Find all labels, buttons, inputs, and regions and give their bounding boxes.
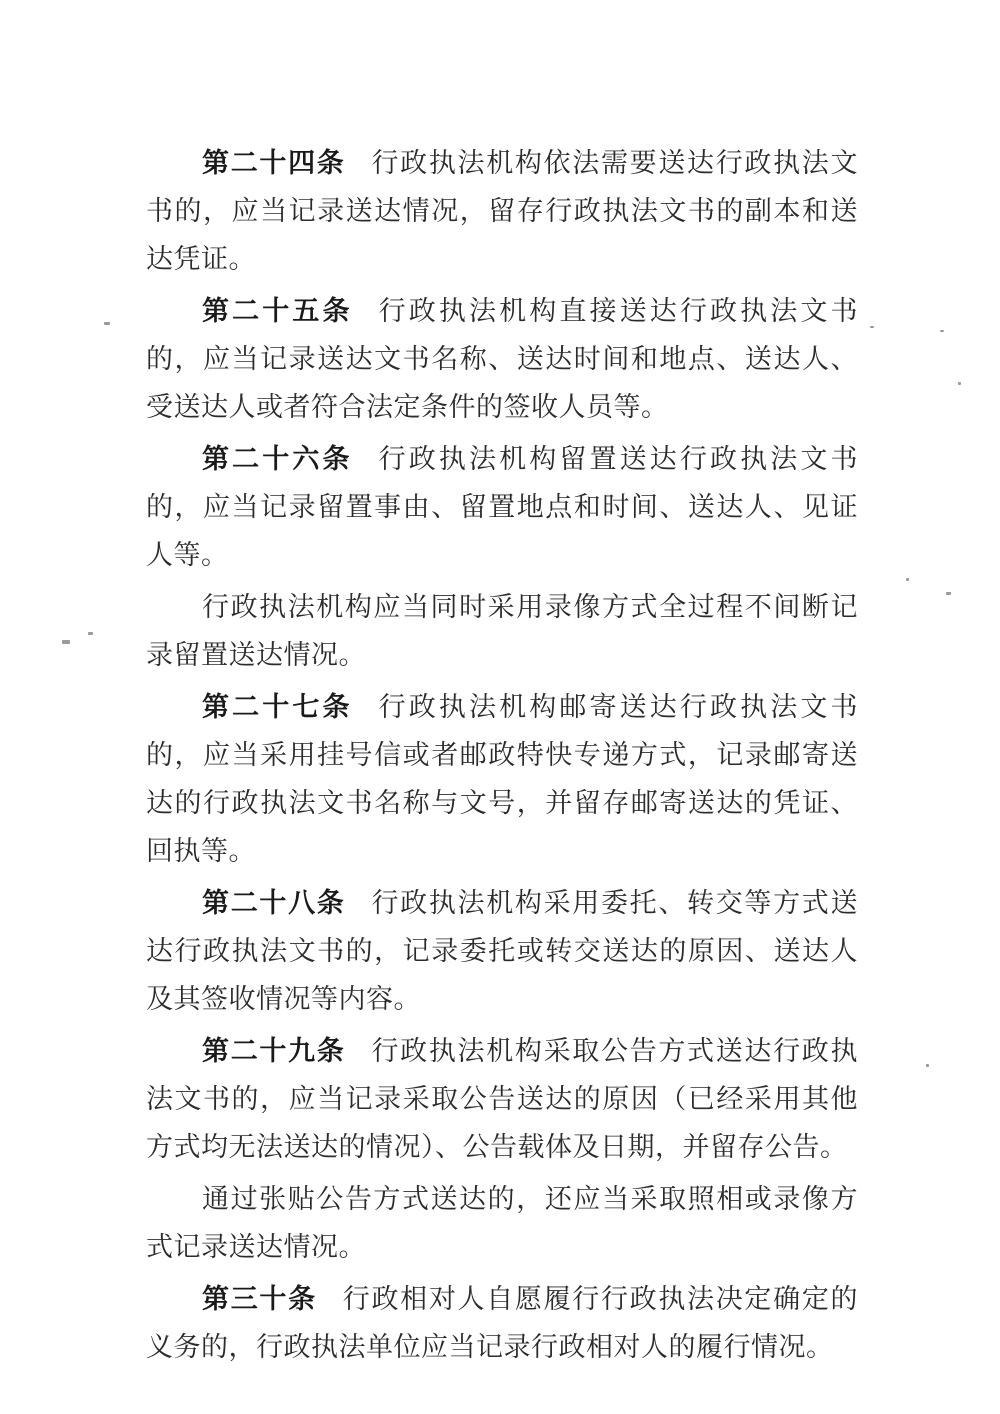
document-body — [146, 140, 858, 1376]
article-text: 行政相对人自愿履行行政执法决定确定的义务的，行政执法单位应当记录行政相对人的履行情况。 — [146, 1284, 859, 1363]
paragraph-article-24 — [146, 140, 858, 284]
article-text: 行政执法机构应当同时采用录像方式全过程不间断记录留置送达情况。 — [146, 592, 858, 671]
paragraph-article-28 — [146, 880, 858, 1024]
article-text: 行政执法机构直接送达行政执法文书的，应当记录送达文书名称、送达时间和地点、送达人、受送达人或者符合法定条件的签收人员等。 — [146, 296, 858, 423]
paragraph-article-30 — [146, 1276, 858, 1372]
article-number: 第二十四条 — [202, 148, 346, 179]
article-text: 行政执法机构邮寄送达行政执法文书的，应当采用挂号信或者邮政特快专递方式，记录邮寄送达的行政执法文书名称与文号，并留存邮寄送达的凭证、回执等。 — [146, 692, 858, 867]
scan-speck — [870, 326, 874, 328]
scan-speck — [104, 322, 110, 325]
article-number: 第二十五条 — [202, 296, 353, 327]
article-text: 通过张贴公告方式送达的，还应当采取照相或录像方式记录送达情况。 — [146, 1184, 858, 1263]
paragraph-article-26 — [146, 436, 858, 580]
article-text: 行政执法机构采取公告方式送达行政执法文书的，应当记录采取公告送达的原因（已经采用其他方式均无法送达的情况）、公告载体及日期，并留存公告。 — [146, 1036, 858, 1163]
article-number: 第二十八条 — [202, 888, 346, 919]
article-text: 行政执法机构依法需要送达行政执法文书的，应当记录送达情况，留存行政执法文书的副本和送达凭证。 — [146, 148, 858, 275]
scan-speck — [88, 632, 93, 635]
scan-speck — [946, 592, 951, 595]
article-number: 第二十七条 — [202, 692, 353, 723]
scan-speck — [906, 578, 909, 581]
paragraph-article-26-continued — [146, 584, 858, 680]
article-text: 行政执法机构采用委托、转交等方式送达行政执法文书的，记录委托或转交送达的原因、送达人及其签收情况等内容。 — [146, 888, 858, 1015]
article-number: 第三十条 — [202, 1284, 317, 1315]
scan-speck — [940, 330, 944, 332]
paragraph-article-29-continued — [146, 1176, 858, 1272]
paragraph-article-27 — [146, 684, 858, 876]
scan-speck — [958, 382, 961, 385]
paragraph-article-29 — [146, 1028, 858, 1172]
article-number: 第二十六条 — [202, 444, 353, 475]
article-text: 行政执法机构留置送达行政执法文书的，应当记录留置事由、留置地点和时间、送达人、见证人等。 — [146, 444, 858, 571]
scan-speck — [62, 640, 70, 644]
article-number: 第二十九条 — [202, 1036, 346, 1067]
scan-speck — [926, 1064, 929, 1067]
paragraph-article-25 — [146, 288, 858, 432]
